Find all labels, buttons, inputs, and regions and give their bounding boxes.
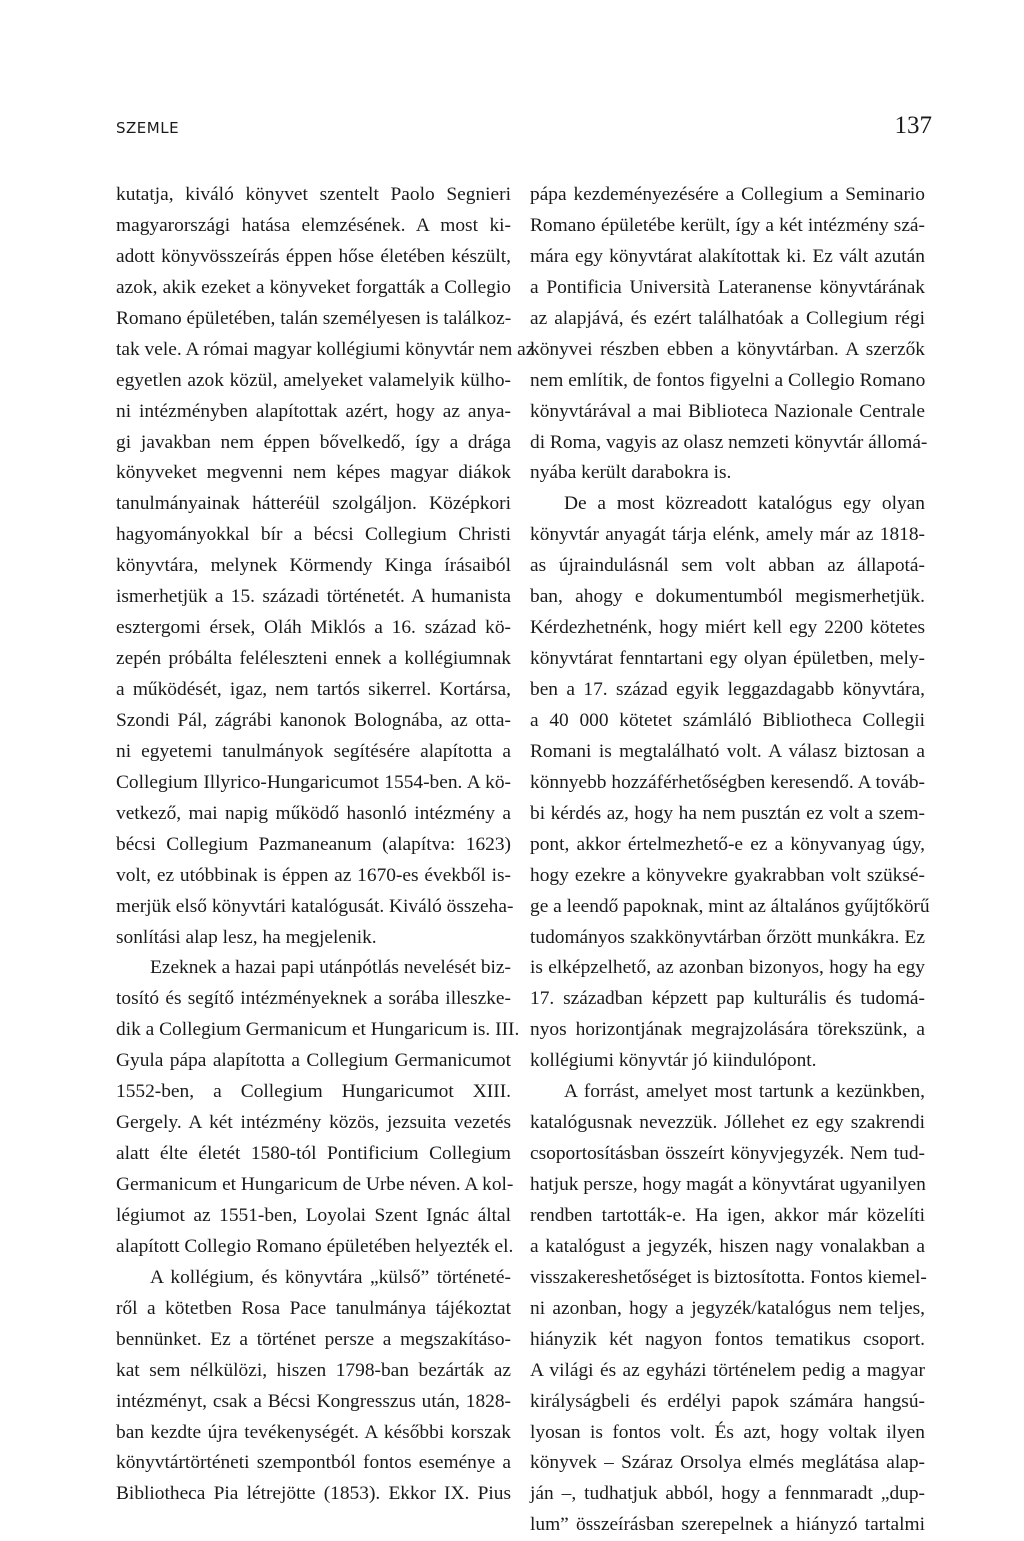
- text-line: zepén próbálta feléleszteni ennek a kollégiumnak: [116, 648, 511, 670]
- text-line: könyvei részben ebben a könyvtárban. A szerzők: [530, 338, 925, 360]
- text-line: volt, ez utóbbinak is éppen az 1670-es évekből is-: [116, 864, 511, 886]
- text-line: bécsi Collegium Pazmaneanum (alapítva: 1623): [116, 833, 511, 855]
- text-line: kat sem nélkülözi, hiszen 1798-ban bezárták az: [116, 1359, 511, 1381]
- text-line: tosító és segítő intézményeknek a sorába illeszke-: [116, 988, 511, 1010]
- text-line: könyvtár anyagát tárja elénk, amely már az 1818-: [530, 524, 925, 546]
- text-line: A kollégium, és könyvtára „külső” történeté-: [150, 1266, 511, 1288]
- text-line: egyetlen azok közül, amelyeket valamelyik külho-: [116, 369, 511, 391]
- text-line: Germanicum et Hungaricum de Urbe néven. A kol-: [116, 1174, 514, 1195]
- text-line: könyvtárat fenntartani egy olyan épületben, mely-: [530, 648, 925, 670]
- text-line: sonlítási alap lesz, ha megjelenik.: [116, 926, 377, 948]
- text-line: csoportosításban összeírt könyvjegyzék. Nem tud-: [530, 1143, 925, 1165]
- text-line: Kérdezhetnénk, hogy miért kell egy 2200 kötetes: [530, 617, 925, 639]
- text-line: lum” összeírásban szerepelnek a hiányzó tartalmi: [530, 1514, 925, 1536]
- text-line: adott könyvösszeírás éppen hőse életében készült,: [116, 245, 511, 267]
- text-line: Collegium Illyrico-Hungaricumot 1554-ben. A kö-: [116, 771, 511, 793]
- text-line: hiányzik két nagyon fontos tematikus csoport.: [530, 1328, 925, 1350]
- text-line: hatjuk persze, hogy magát a könyvtárat ugyanilyen: [530, 1174, 926, 1195]
- text-line: alapított Collegio Romano épületében helyezték el.: [116, 1235, 514, 1257]
- text-line: di Roma, vagyis az olasz nemzeti könyvtár állomá-: [530, 431, 928, 453]
- text-line: kollégiumi könyvtár jó kiindulópont.: [530, 1050, 817, 1072]
- text-line: gi javakban nem éppen bővelkedő, így a drága: [116, 431, 511, 453]
- text-line: dik a Collegium Germanicum et Hungaricum is. III.: [116, 1019, 520, 1041]
- text-line: nem említik, de fontos figyelni a Collegio Romano: [530, 369, 926, 391]
- text-line: ban, ahogy e dokumentumból megismerhetjük.: [530, 586, 925, 608]
- text-line: merjük első könyvtári katalógusát. Kiváló összeha-: [116, 895, 514, 917]
- running-header: SZEMLE: [116, 119, 180, 137]
- text-line: Szondi Pál, zágrábi kanonok Bolognába, az otta-: [116, 709, 511, 731]
- text-line: könyvtárával a mai Biblioteca Nazionale Centrale: [530, 400, 925, 422]
- text-line: könyvtártörténeti szempontból fontos eseménye a: [116, 1452, 511, 1474]
- text-line: ni egyetemi tanulmányok segítésére alapította a: [116, 740, 511, 762]
- text-line: A világi és az egyházi történelem pedig a magyar: [530, 1359, 925, 1381]
- text-line: as újraindulásnál sem volt abban az állapotá-: [530, 555, 925, 577]
- text-line: De a most közreadott katalógus egy olyan: [564, 493, 925, 515]
- text-line: vetkező, mai napig működő hasonló intézmény a: [116, 802, 511, 824]
- text-line: ban kezdte újra tevékenységét. A későbbi korszak: [116, 1421, 511, 1443]
- text-line: azok, akik ezeket a könyveket forgatták a Collegio: [116, 276, 511, 298]
- text-line: a 40 000 kötetet számláló Bibliotheca Collegii: [530, 709, 925, 731]
- text-line: intézményt, csak a Bécsi Kongresszus után, 1828-: [116, 1390, 511, 1412]
- text-line: királyságbeli és erdélyi papok számára hangsú-: [530, 1390, 925, 1412]
- text-line: hagyományokkal bír a bécsi Collegium Christi: [116, 524, 511, 546]
- text-line: Gyula pápa alapította a Collegium Germanicumot: [116, 1050, 511, 1072]
- text-line: nyos horizontjának megrajzolására törekszünk, a: [530, 1019, 925, 1041]
- text-line: tanulmányainak hátteréül szolgáljon. Középkori: [116, 493, 511, 515]
- text-line: kutatja, kiváló könyvet szentelt Paolo Segnieri: [116, 184, 511, 205]
- text-line: bi kérdés az, hogy ha nem pusztán ez volt a szem-: [530, 802, 925, 824]
- text-line: könnyebb hozzáférhetőségben keresendő. A továb-: [530, 771, 925, 793]
- text-column-right: [530, 180, 930, 1541]
- text-line: légiumot az 1551-ben, Loyolai Szent Ignác által: [116, 1204, 511, 1226]
- text-line: ni intézményben alapítottak azért, hogy az anya-: [116, 400, 511, 422]
- text-line: hogy ezekre a könyvekre gyakrabban volt szüksé-: [530, 864, 925, 886]
- text-line: lyosan is fontos volt. És azt, hogy voltak ilyen: [530, 1421, 925, 1443]
- text-line: pont, akkor értelmezhető-e ez a könyvanyag úgy,: [530, 833, 925, 855]
- text-line: könyvtára, melynek Körmendy Kinga írásaiból: [116, 555, 511, 577]
- text-line: az alapjává, és ezért találhatóak a Collegium régi: [530, 307, 925, 329]
- text-line: visszakereshetőséget is biztosította. Fontos kiemel-: [530, 1266, 927, 1288]
- text-line: a Pontificia Università Lateranense könyvtárának: [530, 276, 925, 298]
- text-line: Ezeknek a hazai papi utánpótlás nevelését biz-: [150, 957, 511, 979]
- text-line: könyveket megvenni nem képes magyar diákok: [116, 462, 511, 484]
- text-line: 17. században képzett pap kulturális és tudomá-: [530, 988, 925, 1010]
- text-line: ge a leendő papoknak, mint az általános gyűjtőkörű: [530, 895, 930, 917]
- text-line: ben a 17. század egyik leggazdagabb könyvtára,: [530, 679, 925, 700]
- text-line: 1552-ben, a Collegium Hungaricumot XIII.: [116, 1081, 511, 1103]
- text-line: pápa kezdeményezésére a Collegium a Seminario: [530, 184, 925, 205]
- text-line: könyvek – Száraz Orsolya elmés meglátása alap-: [530, 1452, 925, 1474]
- text-line: rendben tartották-e. Ha igen, akkor már közelíti: [530, 1204, 925, 1226]
- text-line: Gergely. A két intézmény közös, jezsuita vezetés: [116, 1112, 511, 1134]
- text-line: Romano épületébe került, így a két intézmény szá-: [530, 214, 925, 236]
- text-line: Romani is megtalálható volt. A válasz biztosan a: [530, 740, 925, 762]
- text-line: A forrást, amelyet most tartunk a kezünkben,: [564, 1081, 925, 1103]
- text-line: esztergomi érsek, Oláh Miklós a 16. század kö-: [116, 617, 511, 639]
- text-line: alatt élte életét 1580-tól Pontificium Collegium: [116, 1143, 511, 1165]
- text-line: ismerhetjük a 15. századi történetét. A humanista: [116, 586, 511, 608]
- text-line: nyába került darabokra is.: [530, 462, 732, 484]
- text-line: tak vele. A római magyar kollégiumi könyvtár nem az: [116, 338, 535, 360]
- text-line: bennünket. Ez a történet persze a megszakításo-: [116, 1328, 511, 1350]
- page-number: 137: [894, 112, 932, 139]
- text-column-left: [116, 180, 535, 1510]
- text-line: is elképzelhető, az azonban bizonyos, hogy ha egy: [530, 957, 925, 979]
- text-line: a működését, igaz, nem tartós sikerrel. Kortársa,: [116, 679, 511, 700]
- text-line: ján –, tudhatjuk abból, hogy a fennmaradt „dup-: [530, 1483, 925, 1505]
- text-line: katalógusnak nevezzük. Jóllehet ez egy szakrendi: [530, 1112, 925, 1134]
- text-line: ni azonban, hogy a jegyzék/katalógus nem teljes,: [530, 1297, 925, 1319]
- text-line: tudományos szakkönyvtárban őrzött munkákra. Ez: [530, 926, 925, 948]
- text-line: Romano épületében, talán személyesen is találkoz-: [116, 307, 512, 329]
- text-line: magyarországi hatása elemzésének. A most ki-: [116, 214, 511, 236]
- text-line: a katalógust a jegyzék, hiszen nagy vonalakban a: [530, 1235, 925, 1257]
- text-line: ről a kötetben Rosa Pace tanulmánya tájékoztat: [116, 1297, 511, 1319]
- text-line: mára egy könyvtárat alakítottak ki. Ez vált azután: [530, 245, 925, 267]
- text-line: Bibliotheca Pia létrejötte (1853). Ekkor IX. Pius: [116, 1483, 511, 1505]
